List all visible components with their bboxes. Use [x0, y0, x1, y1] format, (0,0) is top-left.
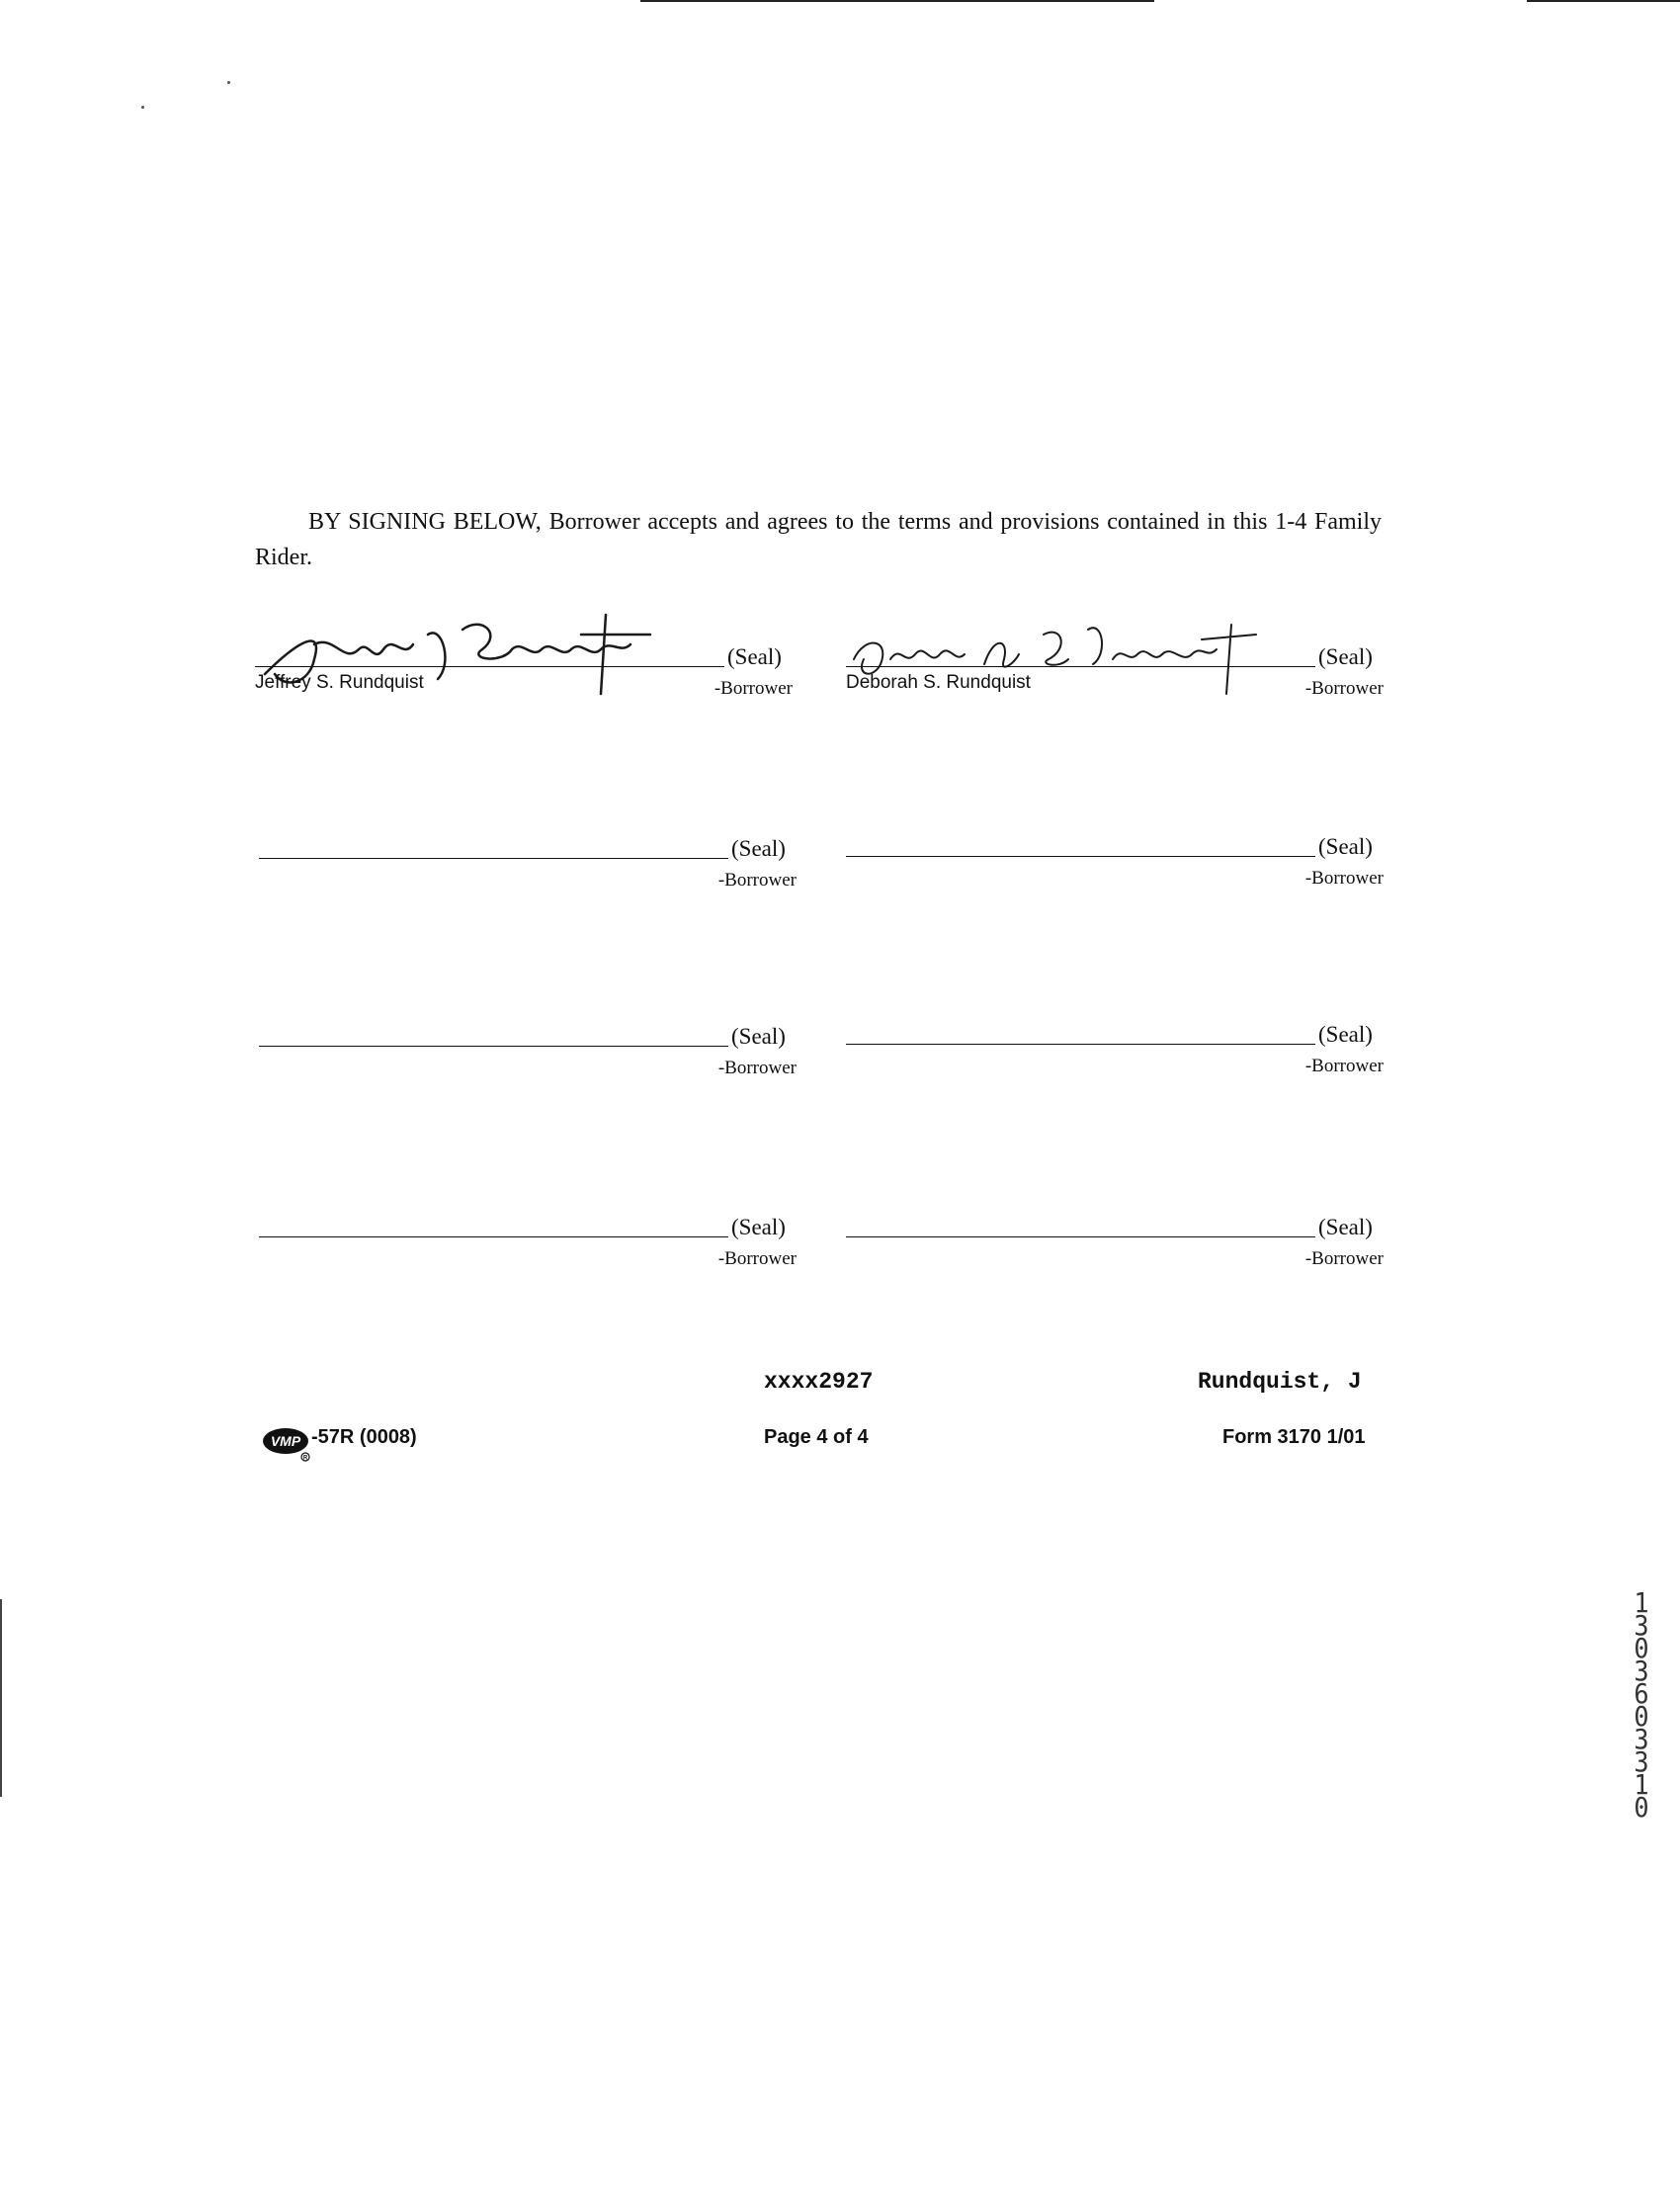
seal-label: (Seal) [727, 644, 782, 669]
svg-text:R: R [302, 1455, 308, 1462]
signature-line [255, 666, 724, 667]
scan-edge-mark [0, 1599, 2, 1797]
acceptance-text: BY SIGNING BELOW, Borrower accepts and agrees to the terms and provisions contained in this 1-4 Family Rider. [255, 509, 1382, 570]
acceptance-statement [255, 504, 1382, 575]
seal-label: (Seal) [1318, 644, 1373, 669]
borrower-label: -Borrower [1304, 678, 1384, 699]
signature-block-borrower-2 [846, 644, 1384, 745]
scan-edge-mark [1527, 0, 1680, 2]
signature-block-borrower-3 [259, 836, 797, 937]
scan-edge-mark [640, 0, 1154, 2]
printed-name: Deborah S. Rundquist [846, 672, 1031, 693]
borrower-label: -Borrower [1304, 1056, 1384, 1076]
signature-line [259, 1046, 728, 1047]
borrower-label: -Borrower [717, 1058, 797, 1078]
signature-block-borrower-6 [846, 1022, 1384, 1123]
scan-speck [141, 106, 144, 109]
form-number: Form 3170 1/01 [1222, 1426, 1366, 1448]
borrower-label: -Borrower [717, 870, 797, 891]
signature-block-borrower-1 [255, 644, 793, 745]
signature-block-borrower-5 [259, 1024, 797, 1125]
signature-block-borrower-4 [846, 834, 1384, 935]
signature-block-borrower-7 [259, 1215, 797, 1316]
page-number: Page 4 of 4 [764, 1426, 869, 1448]
signature-line [846, 666, 1315, 667]
seal-label: (Seal) [1318, 1022, 1373, 1047]
borrower-reference: Rundquist, J [1198, 1369, 1362, 1395]
signature-line [259, 858, 728, 859]
loan-number: xxxx2927 [764, 1369, 874, 1395]
signature-line [846, 1044, 1315, 1045]
seal-label: (Seal) [1318, 1215, 1373, 1239]
vmp-logo-icon [262, 1423, 313, 1463]
borrower-label: -Borrower [714, 678, 793, 699]
scan-speck [227, 81, 230, 84]
seal-label: (Seal) [731, 1215, 786, 1239]
borrower-label: -Borrower [1304, 1248, 1384, 1269]
recording-stamp: 13036 03310 [1634, 1586, 1649, 1824]
signature-line [846, 856, 1315, 857]
signature-block-borrower-8 [846, 1215, 1384, 1316]
seal-label: (Seal) [1318, 834, 1373, 859]
borrower-label: -Borrower [1304, 868, 1384, 889]
seal-label: (Seal) [731, 836, 786, 861]
signature-line [259, 1236, 728, 1237]
form-code-text: -57R (0008) [311, 1426, 417, 1448]
seal-label: (Seal) [731, 1024, 786, 1049]
borrower-label: -Borrower [717, 1248, 797, 1269]
signature-line [846, 1236, 1315, 1237]
printed-name: Jeffrey S. Rundquist [255, 672, 424, 693]
logo-text: VMP [270, 1433, 301, 1449]
